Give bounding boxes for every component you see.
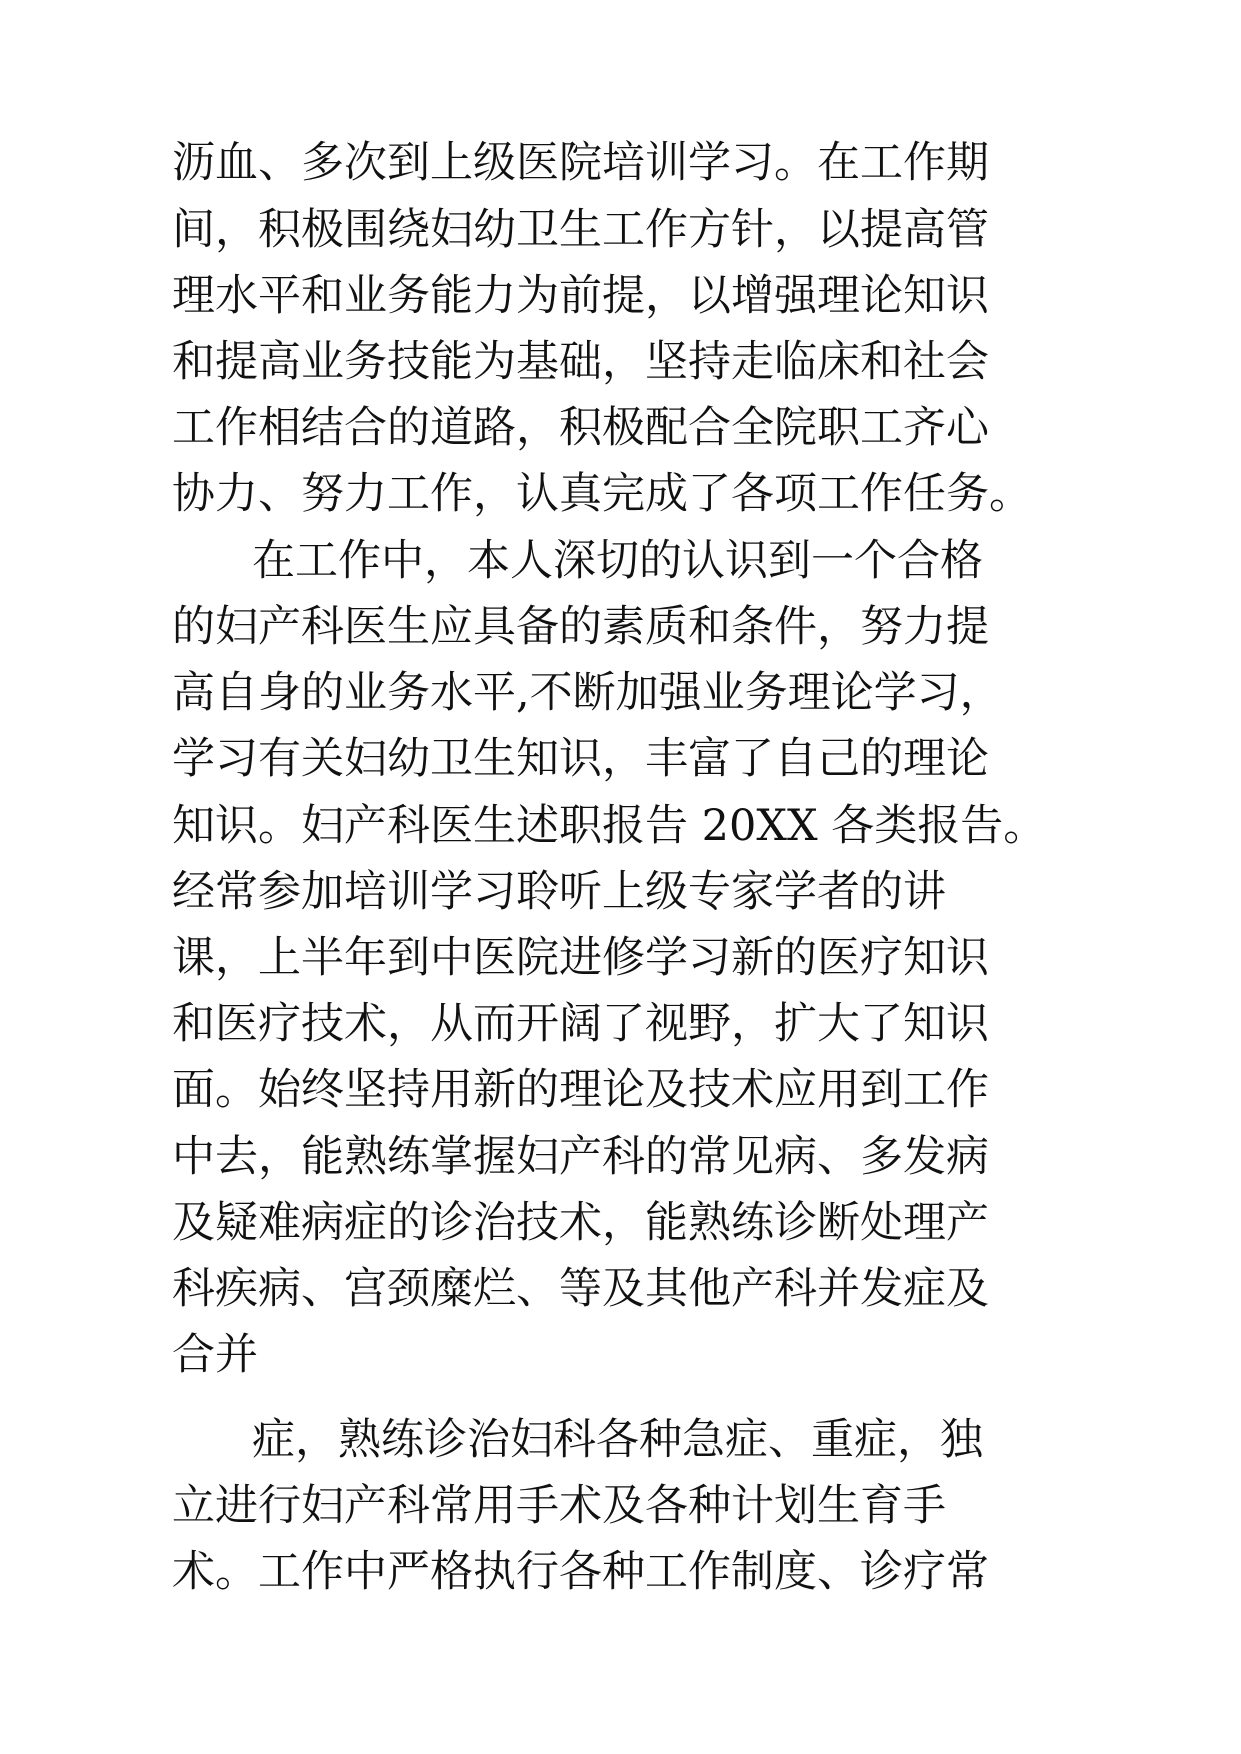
text-line: 科疾病、宫颈糜烂、等及其他产科并发症及 xyxy=(172,1264,989,1314)
paragraph-first-line: 在工作中，本人深切的认识到一个合格 xyxy=(252,536,983,586)
text-line: 课，上半年到中医院进修学习新的医疗知识 xyxy=(172,933,989,983)
text-line: 和提高业务技能为基础，坚持走临床和社会 xyxy=(172,337,989,387)
text-line: 经常参加培训学习聆听上级专家学者的讲 xyxy=(172,867,946,917)
text-line: 面。始终坚持用新的理论及技术应用到工作 xyxy=(172,1065,989,1115)
text-line: 中去，能熟练掌握妇产科的常见病、多发病 xyxy=(172,1132,989,1182)
paragraph-first-line: 症，熟练诊治妇科各种急症、重症，独 xyxy=(252,1415,983,1465)
text-line: 间，积极围绕妇幼卫生工作方针，以提高管 xyxy=(172,205,989,255)
text-line: 学习有关妇幼卫生知识，丰富了自己的理论 xyxy=(172,734,989,784)
text-line: 工作相结合的道路，积极配合全院职工齐心 xyxy=(172,403,989,453)
text-line: 沥血、多次到上级医院培训学习。在工作期 xyxy=(172,138,989,188)
text-line: 和医疗技术，从而开阔了视野，扩大了知识 xyxy=(172,999,989,1049)
text-line: 知识。妇产科医生述职报告 20XX 各类报告。 xyxy=(172,801,1047,851)
text-line: 立进行妇产科常用手术及各种计划生育手 xyxy=(172,1481,946,1531)
text-line: 高自身的业务水平,不断加强业务理论学习， xyxy=(172,668,1003,718)
text-line: 术。工作中严格执行各种工作制度、诊疗常 xyxy=(172,1547,989,1597)
text-line: 及疑难病症的诊治技术，能熟练诊断处理产 xyxy=(172,1198,989,1248)
text-line: 理水平和业务能力为前提，以增强理论知识 xyxy=(172,271,989,321)
text-line: 合并 xyxy=(172,1330,258,1380)
text-line: 的妇产科医生应具备的素质和条件，努力提 xyxy=(172,602,989,652)
text-line: 协力、努力工作，认真完成了各项工作任务。 xyxy=(172,469,1032,519)
